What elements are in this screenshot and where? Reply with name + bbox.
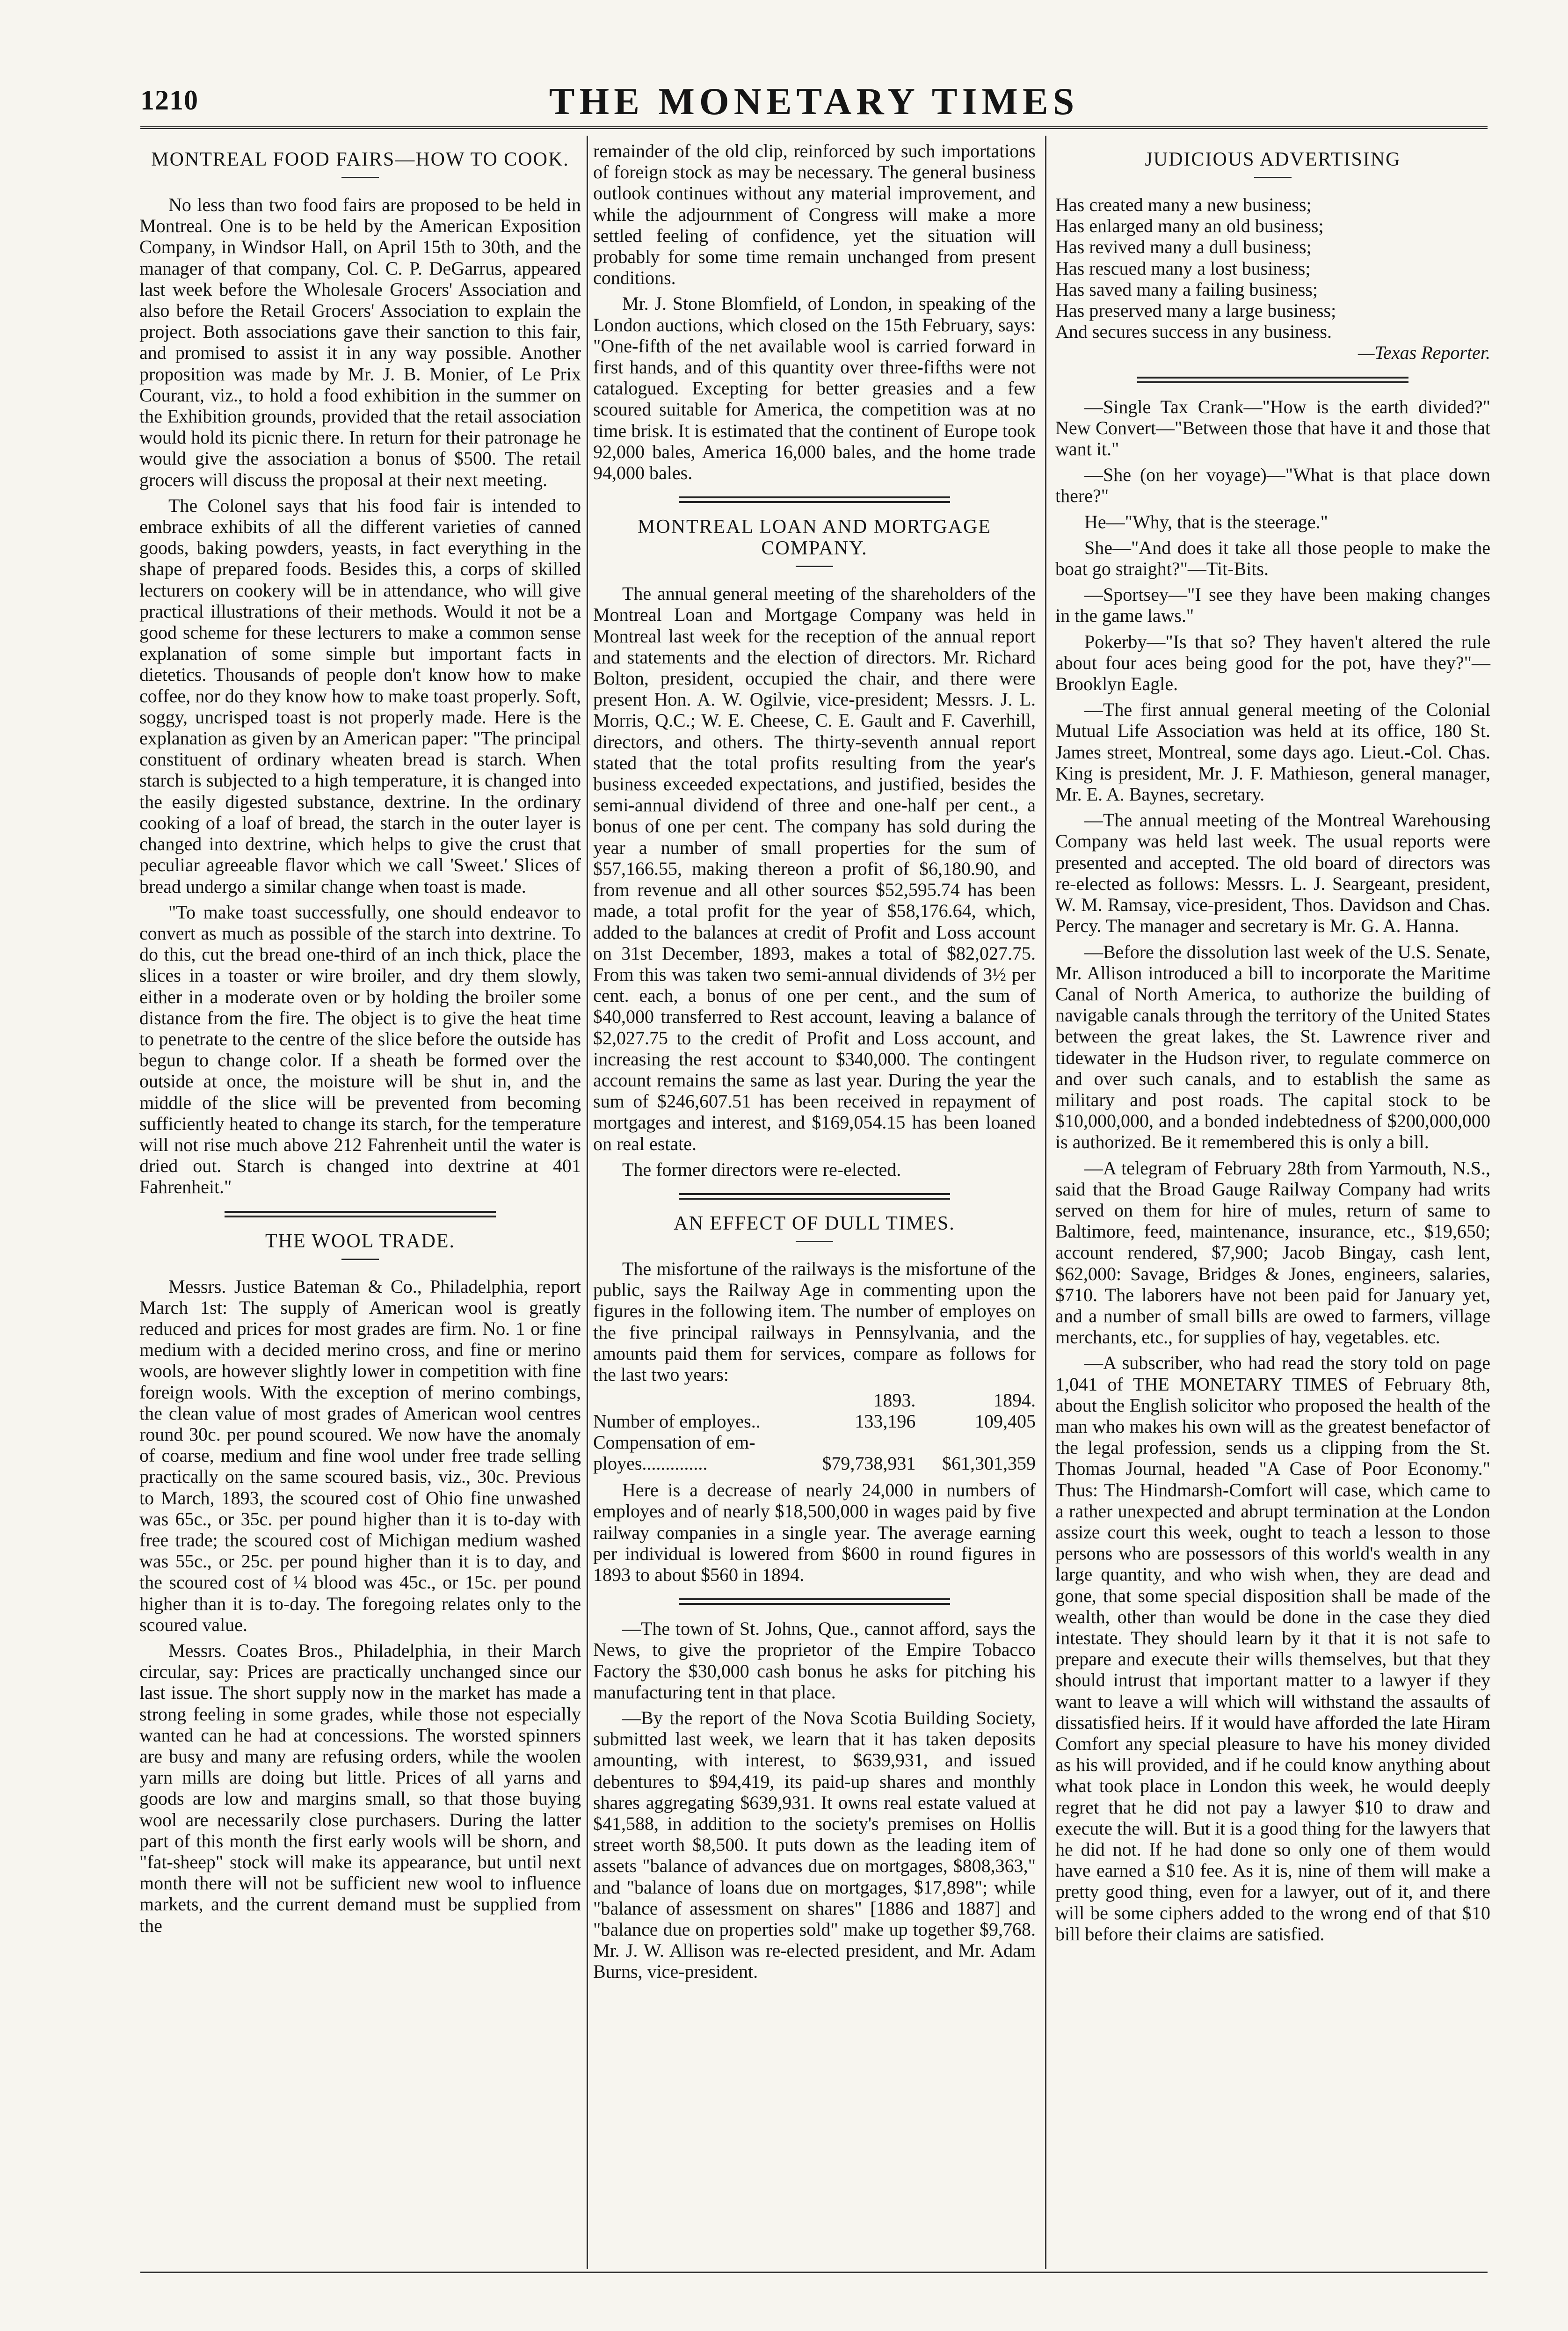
page-number: 1210 — [140, 85, 198, 116]
paragraph: Messrs. Justice Bateman & Co., Philadelphia, report March 1st: The supply of American wool is greatly reduced and prices for most grades are firm. No. 1 or fine medium with a decided merino cross, and fine or merino wools, are however slightly lower in competition with fine foreign wools. With the exception of merino combings, the clean value of most grades of American wool centres round 30c. per pound scoured. We now have the anomaly of coarse, medium and fine wool under free trade selling practically on the same scoured basis, viz., 30c. Previous to March, 1893, the scoured cost of Ohio fine unwashed was 65c., or 35c. per pound higher than it is to-day with free trade; the scoured cost of Michigan medium washed was 55c., or 25c. per pound higher than it is to day, and the scoured cost of ¼ blood was 45c., or 15c. per pound higher than it is to-day. The foregoing relates only to the scoured value. — [139, 1275, 581, 1635]
paragraph: She—"And does it take all those people to make the boat go straight?"—Tit-Bits. — [1055, 537, 1490, 580]
paragraph: —She (on her voyage)—"What is that place down there?" — [1055, 464, 1490, 507]
verse-line: Has saved many a failing business; — [1055, 278, 1318, 300]
paragraph: The annual general meeting of the shareholders of the Montreal Loan and Mortgage Company was held in Montreal last week for the reception of the annual report and statements and the election of directors. Mr. Richard Bolton, president, occupied the chair, and there were present Hon. A. W. Ogilvie, vice-president; Messrs. J. L. Morris, Q.C.; W. E. Cheese, C. E. Gault and F. Caverhill, directors, and others. The thirty-seventh annual report stated that the total profits resulting from the year's business exceeded expectations, and justified, besides the semi-annual dividend of three and one-half per cent., a bonus of one per cent. The company has sold during the year a number of small properties for the sum of $57,166.55, making thereon a profit of $6,180.90, and from revenue and all other sources $52,595.74 has been made, a total profit for the year of $58,176.64, which, added to the balances at credit of Profit and Loss account on 31st December, 1893, makes a total of $82,027.75. From this was taken two semi-annual dividends of 3½ per cent. each, a bonus of one per cent., and the sum of $40,000 transferred to Rest account, leaving a balance of $2,027.75 to the credit of Profit and Loss account, and increasing the rest account to $340,000. The contingent account remains the same as last year. During the year the sum of $246,607.51 has been received in repayment of mortgages and interest, and $169,054.15 has been loaned on real estate. — [593, 583, 1036, 1154]
column-divider — [1045, 136, 1046, 2269]
column-divider — [587, 136, 588, 2269]
page-header — [140, 80, 1488, 131]
title-dash — [341, 177, 379, 178]
section-rule — [225, 1211, 496, 1217]
verse-line: Has created many a new business; — [1055, 194, 1312, 215]
row-label: ployes.............. — [593, 1453, 708, 1474]
paragraph: He—"Why, that is the steerage." — [1084, 511, 1328, 532]
paragraph: Messrs. Coates Bros., Philadelphia, in their March circular, say: Prices are practically unchanged since our last issue. The short supply now in the market has made a strong feeling in some grades, while those not especially wanted can he had at concessions. The worsted spinners are busy and many are refusing orders, while the woolen yarn mills are doing but little. Prices of all yarns and goods are low and margins small, so that those buying wool are necessarily close purchasers. During the latter part of this month the first early wools will be shorn, and "fat-sheep" stock will make its appearance, but until next month there will not be sufficient new wool to influence markets, and the current demand must be supplied from the — [139, 1640, 581, 1936]
paragraph: Here is a decrease of nearly 24,000 in numbers of employes and of nearly $18,500,000 in wages paid by five railway companies in a single year. The average earning per individual is lowered from $600 in round figures in 1893 to about $560 in 1894. — [593, 1479, 1036, 1585]
section-rule — [1137, 377, 1408, 383]
verse-line: Has rescued many a lost business; — [1055, 257, 1311, 279]
column-1 — [139, 140, 581, 1941]
section-rule — [679, 496, 950, 503]
article-title-loan-mortgage: MONTREAL LOAN AND MORTGAGE COMPANY. — [637, 516, 992, 560]
table-header: 1894. — [994, 1390, 1036, 1411]
section-rule — [679, 1598, 950, 1605]
footer-rule — [140, 2272, 1488, 2273]
table-row — [593, 1411, 1036, 1432]
section-rule — [679, 1193, 950, 1200]
table-cell: 109,405 — [975, 1411, 1036, 1432]
paragraph: "To make toast successfully, one should endeavor to convert as much as possible of the starch into dextrine. To do this, cut the bread one-third of an inch thick, place the slices in a toaster or wire broiler, and dry them slowly, either in a moderate oven or by holding the broiler some distance from the fire. The object is to give the heat time to penetrate to the centre of the slice before the outside has begun to change color. If a sheath be formed over the outside at once, the moisture will be shut in, and the middle of the slice will be prevented from becoming sufficiently heated to change its starch, for the temperature will not rise much above 212 Fahrenheit until the water is dried out. Starch is changed into dextrine at 401 Fahrenheit." — [139, 901, 581, 1198]
title-dash — [1254, 177, 1292, 178]
verse-line: Has revived many a dull business; — [1055, 236, 1312, 258]
row-label: Compensation of em- — [593, 1432, 755, 1453]
verse-line: Has enlarged many an old business; — [1055, 215, 1324, 237]
paragraph: —A subscriber, who had read the story told on page 1,041 of THE MONETARY TIMES of February 8th, about the English solicitor who proposed the health of the man who makes his own will as the greatest benefactor of the legal profession, sends us a clipping from the St. Thomas Journal, headed "A Case of Poor Economy." Thus: The Hindmarsh-Comfort will case, which came to a rather unexpected and abrupt termination at the London assize court this week, ought to teach a lesson to those persons who are possessors of this world's wealth in any large quantity, and who wish when, they are dead and gone, that some special disposition shall be made of the wealth, other than would be done in the case they died intestate. They should learn by it that it is not safe to prepare and execute their wills themselves, but that they should intrust that important matter to a lawyer if they want to leave a will which will withstand the assaults of dissatisfied heirs. If it would have afforded the late Hiram Comfort any special pleasure to have his money divided as his will provided, and if he could know anything about what took place in London this week, he would deeply regret that he did not pay a lawyer $10 to draw and execute the will. But it is a good thing for the lawyers that he did not. If he had done so only one of them would have earned a $10 fee. As it is, nine of them will make a pretty good thing, even for a lawyer, out of it, and there will be some ciphers added to the wrong end of that $10 bill before their claims are satisfied. — [1055, 1352, 1490, 1945]
paragraph: —The first annual general meeting of the Colonial Mutual Life Association was held at its office, 180 St. James street, Montreal, some days ago. Lieut.-Col. Chas. King is president, Mr. J. F. Mathieson, general manager, Mr. E. A. Baynes, secretary. — [1055, 699, 1490, 805]
table-row — [593, 1390, 1036, 1411]
paragraph: —By the report of the Nova Scotia Building Society, submitted last week, we learn that it has taken deposits amounting, with interest, to $639,931, and issued debentures to $94,419, its paid-up shares and monthly shares aggregating $639,931. It owns real estate valued at $41,588, in addition to the society's premises on Hollis street worth $8,500. It puts down as the leading item of assets "balance of advances due on mortgages, $808,363," and "balance of loans due on mortgages, $17,898"; while "balance of assessment on shares" [1886 and 1887] and "balance due on properties sold" make up together $9,768. Mr. J. W. Allison was re-elected president, and Mr. Adam Burns, vice-president. — [593, 1707, 1036, 1982]
source-credit: —Texas Reporter. — [1358, 342, 1490, 364]
table-row — [593, 1432, 1036, 1453]
paragraph: —Sportsey—"I see they have been making changes in the game laws." — [1055, 584, 1490, 626]
paragraph: —Before the dissolution last week of the U.S. Senate, Mr. Allison introduced a bill to incorporate the Maritime Canal of North America, to authorize the building of navigable canals through the territory of the United States between the great lakes, the St. Lawrence river and tidewater in the Hudson river, to regulate commerce on and over such canals, and to establish the same as military and post roads. The capital stock to be $10,000,000, and a bonded indebtedness of $200,000,000 is authorized. Be it remembered this is only a bill. — [1055, 941, 1490, 1153]
column-3 — [1055, 140, 1490, 1949]
paragraph: The Colonel says that his food fair is intended to embrace exhibits of all the different varieties of canned goods, baking powders, yeasts, in fact everything in the shape of prepared foods. Besides this, a corps of skilled lecturers on cookery will be in attendance, who will give practical illustrations of their methods. Would it not be a good scheme for these lecturers to make a common sense explanation of some simple but important facts in dietetics. Thousands of people don't know how to make coffee, nor do they know how to make toast properly. Soft, soggy, uncrisped toast is not properly made. Here is the explanation as given by an American paper: "The principal constituent of ordinary wheaten bread is starch. When starch is subjected to a high temperature, it is changed into the easily digested substance, dextrine. In the ordinary cooking of a loaf of bread, the starch in the outer layer is changed into dextrine, which helps to give the crust that peculiar agreeable flavor which we call 'Sweet.' Slices of bread undergo a similar change when toast is made. — [139, 495, 581, 897]
paragraph: —The town of St. Johns, Que., cannot afford, says the News, to give the proprietor of the Empire Tobacco Factory the $30,000 cash bonus he asks for pitching his manufacturing tent in that place. — [593, 1618, 1036, 1703]
paragraph: —A telegram of February 28th from Yarmouth, N.S., said that the Broad Gauge Railway Company had writs served on them for hire of mules, return of same to Baltimore, feed, maintenance, insurance, etc., $19,650; account rendered, $7,900; Jacob Bingay, cash lent, $62,000: Savage, Bridges & Jones, engineers, salaries, $710. The laborers have not been paid for January yet, and a number of small bills are owed to farmers, village merchants, etc., for supplies of hay, vegetables. etc. — [1055, 1157, 1490, 1348]
table-cell: $61,301,359 — [942, 1453, 1036, 1474]
verse-line: Has preserved many a large business; — [1055, 300, 1336, 321]
article-title-advertising: JUDICIOUS ADVERTISING — [1145, 149, 1401, 170]
title-dash — [796, 1241, 833, 1242]
paragraph: No less than two food fairs are proposed to be held in Montreal. One is to be held by the American Exposition Company, in Windsor Hall, on April 15th to 30th, and the manager of that company, Col. C. P. DeGarrus, appeared last week before the Wholesale Grocers' Association and also before the Retail Grocers' Association to explain the project. Both associations gave their sanction to this fair, and promised to assist it in any way possible. Another proposition was made by Mr. J. B. Monier, of Le Prix Courant, viz., to hold a food exhibition in the summer on the Exhibition grounds, provided that the retail association would hold its picnic there. In return for their patronage he would give the association a bonus of $500. The retail grocers will discuss the proposal at their next meeting. — [139, 194, 581, 490]
table-header: 1893. — [873, 1390, 916, 1411]
paragraph: —Single Tax Crank—"How is the earth divided?" New Convert—"Between those that have it and those that want it." — [1055, 396, 1490, 460]
title-dash — [341, 1259, 379, 1260]
table-cell: $79,738,931 — [822, 1453, 916, 1474]
article-title-food-fairs: MONTREAL FOOD FAIRS—HOW TO COOK. — [151, 149, 569, 170]
paragraph: remainder of the old clip, reinforced by such importations of foreign stock as may be necessary. The general business outlook continues without any material improvement, and while the adjournment of Congress will make a more settled feeling of confidence, yet the situation will probably for some time remain unchanged from present conditions. — [593, 140, 1036, 289]
paragraph: Mr. J. Stone Blomfield, of London, in speaking of the London auctions, which closed on the 15th February, says: "One-fifth of the net available wool is carried forward in first hands, and of this quantity over three-fifths were not catalogued. Excepting for better greasies and a few scoured suitable for America, the competition was at no time brisk. It is estimated that the continent of Europe took 92,000 bales, America 16,000 bales, and the home trade 94,000 bales. — [593, 293, 1036, 484]
table-row — [593, 1453, 1036, 1474]
paragraph: Pokerby—"Is that so? They haven't altered the rule about four aces being good for the pot, have they?"—Brooklyn Eagle. — [1055, 631, 1490, 695]
verse-line: And secures success in any business. — [1055, 321, 1332, 342]
article-title-wool-trade: THE WOOL TRADE. — [265, 1230, 455, 1252]
row-label: Number of employes.. — [593, 1411, 761, 1432]
header-rule — [140, 126, 1488, 129]
masthead: THE MONETARY TIMES — [549, 80, 1079, 123]
title-dash — [796, 566, 833, 567]
paragraph: The former directors were re-elected. — [622, 1158, 901, 1180]
paragraph: The misfortune of the railways is the misfortune of the public, says the Railway Age in commenting upon the figures in the following item. The number of employes on the five principal railways in Pennsylvania, and the amounts paid them for services, compare as follows for the last two years: — [593, 1258, 1036, 1385]
table-cell: 133,196 — [855, 1411, 916, 1432]
employes-table — [593, 1390, 1036, 1474]
advertising-verse — [1055, 194, 1490, 342]
article-title-dull-times: AN EFFECT OF DULL TIMES. — [674, 1212, 955, 1234]
paragraph: —The annual meeting of the Montreal Warehousing Company was held last week. The usual reports were presented and accepted. The old board of directors was re-elected as follows: Messrs. L. J. Seargeant, president, W. M. Ramsay, vice-president, Thos. Davidson and Chas. Percy. The manager and secretary is Mr. G. A. Hanna. — [1055, 809, 1490, 937]
column-2 — [593, 140, 1036, 1987]
